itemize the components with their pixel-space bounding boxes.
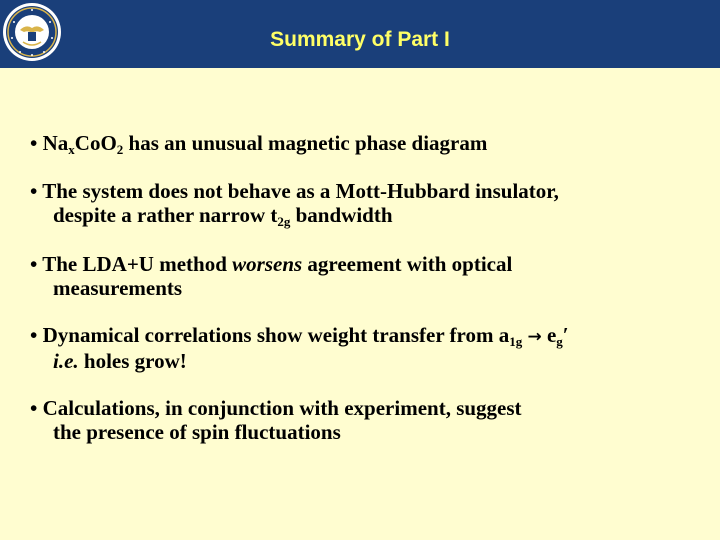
- subscript-2g: 2g: [277, 214, 291, 229]
- page-title: Summary of Part I: [270, 28, 450, 51]
- bullet-continuation: [30, 203, 710, 227]
- bullet-marker: •: [30, 179, 38, 203]
- subscript-x: x: [68, 142, 75, 157]
- text: e: [546, 323, 557, 347]
- bullet-item-phase-diagram: [30, 131, 710, 155]
- bullet-item-lda-u: [30, 252, 710, 300]
- text: agreement with optical: [302, 252, 513, 276]
- emphasis: worsens: [232, 252, 303, 276]
- right-arrow-icon: →: [527, 327, 542, 347]
- prime-mark: ′: [562, 323, 569, 347]
- bullet-marker: •: [30, 131, 38, 155]
- text: holes grow!: [78, 349, 187, 373]
- subscript-1g: 1g: [509, 334, 523, 349]
- bullet-item-dynamical-correlations: [30, 323, 710, 373]
- text: has an unusual magnetic phase diagram: [123, 131, 488, 155]
- bullet-continuation: measurements: [53, 276, 183, 300]
- bullet-continuation: [30, 349, 710, 373]
- subscript-2: 2: [116, 142, 124, 157]
- bullet-marker: •: [30, 323, 38, 347]
- text: The LDA+U method: [42, 252, 233, 276]
- text: The system does not behave as a Mott-Hubbard insulator,: [42, 179, 559, 203]
- text: Calculations, in conjunction with experiment, suggest: [42, 396, 522, 420]
- bullet-item-mott-hubbard: [30, 179, 710, 227]
- bullet-marker: •: [30, 252, 38, 276]
- emphasis: i.e.: [53, 349, 79, 373]
- bullet-continuation: the presence of spin fluctuations: [53, 420, 341, 444]
- text: Dynamical correlations show weight transfer from a: [42, 323, 510, 347]
- text: Co: [74, 131, 101, 155]
- text: Na: [42, 131, 69, 155]
- text: bandwidth: [290, 203, 393, 227]
- text: O: [100, 131, 117, 155]
- bullet-marker: •: [30, 396, 38, 420]
- subscript-g: g: [556, 334, 563, 349]
- text: despite a rather narrow t: [53, 203, 278, 227]
- bullet-item-spin-fluctuations: [30, 396, 710, 444]
